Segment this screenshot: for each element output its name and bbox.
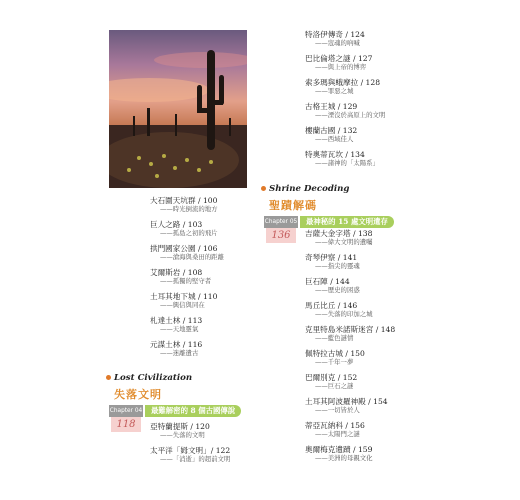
toc-entry[interactable] [305,54,372,71]
toc-entry[interactable] [150,422,210,439]
toc-entry[interactable] [305,102,385,119]
section-heading-en: Shrine Decoding [261,184,349,194]
toc-entry-title: 巴比倫塔之謎 / 127 [305,54,373,63]
toc-entry-title: 拱門國家公園 / 106 [150,244,218,253]
toc-entry-title: 古格王城 / 129 [305,102,358,111]
toc-entry-subtitle: ——寇魂的吶喊 [315,39,360,47]
toc-entry[interactable] [305,421,365,438]
toc-entry-subtitle: ——興信與同在 [160,301,205,309]
section-heading-cn: 聖蹟解碼 [269,199,317,212]
toc-entry[interactable] [150,316,202,333]
toc-entry[interactable] [305,78,380,95]
toc-entry[interactable] [305,229,373,246]
toc-entry[interactable] [150,244,224,261]
toc-entry-subtitle: ——失落的印加之城 [315,310,373,318]
toc-entry-subtitle: ——湮沒於高原上的文明 [315,111,386,119]
toc-entry-subtitle: ——滄海與桑田的距離 [160,253,224,261]
desert-saguaro-photo [109,30,247,188]
chapter-page-number: 118 [111,417,141,432]
toc-entry[interactable] [305,325,395,342]
toc-entry-subtitle: ——孤島之初的飛片 [160,229,218,237]
toc-entry-title: 佩特拉古城 / 150 [305,349,365,358]
toc-entry[interactable] [150,196,218,213]
chapter-title: 最神秘的 15 處文明遺存 [300,216,394,228]
toc-entry-subtitle: ——巨石之謎 [315,382,354,390]
toc-entry[interactable] [150,220,218,237]
toc-entry-subtitle: ——太陽門之謎 [315,430,360,438]
toc-entry-subtitle: ——天地靈氣 [160,325,199,333]
bullet-dot-icon [106,375,111,380]
toc-entry-title: 土耳其阿波羅神殿 / 154 [305,397,388,406]
toc-entry-title: 樓蘭古國 / 132 [305,126,358,135]
toc-entry[interactable] [305,30,365,47]
toc-entry-title: 特奧蒂瓦坎 / 134 [305,150,365,159]
toc-entry-title: 巴爾別克 / 152 [305,373,358,382]
toc-entry[interactable] [150,340,202,357]
toc-entry-subtitle: ——失落的文明 [160,431,205,439]
toc-entry-subtitle: ——指尖的靈魂 [315,262,360,270]
section-heading-cn: 失落文明 [114,388,162,401]
toc-entry[interactable] [150,446,230,463]
toc-entry-subtitle: ——歷史的困惑 [315,286,360,294]
toc-entry-title: 札達土林 / 113 [150,316,203,325]
toc-entry-subtitle: ——與上帝的博弈 [315,63,367,71]
toc-entry-title: 土耳其地下城 / 110 [150,292,218,301]
toc-entry-title: 大石圍天坑群 / 100 [150,196,218,205]
toc-entry-title: 奧爾梅克遺蹟 / 159 [305,445,373,454]
toc-entry[interactable] [305,150,379,167]
toc-entry-title: 克里特島米諾斯迷宮 / 148 [305,325,396,334]
toc-entry-title: 馬丘比丘 / 146 [305,301,358,310]
toc-entry[interactable] [305,373,357,390]
toc-entry[interactable] [305,397,388,414]
toc-entry-title: 索多瑪與蛾摩拉 / 128 [305,78,381,87]
toc-entry-subtitle: ——一切皆於人 [315,406,360,414]
toc-entry[interactable] [305,445,373,462]
toc-entry[interactable] [305,277,360,294]
toc-entry-title: 吉薩大金字塔 / 138 [305,229,373,238]
toc-entry-title: 太平洋「姆文明」/ 122 [150,446,231,455]
toc-entry-title: 元謀土林 / 116 [150,340,203,349]
toc-entry[interactable] [305,126,357,143]
chapter-tag: Chapter 04 [109,405,143,417]
toc-entry-subtitle: ——迷離遺古 [160,349,199,357]
toc-entry-title: 艾爾斯岩 / 108 [150,268,203,277]
toc-entry-title: 奇琴伊察 / 141 [305,253,358,262]
toc-entry[interactable] [150,292,217,309]
toc-entry-subtitle: ——千年一夢 [315,358,354,366]
bullet-dot-icon [261,186,266,191]
toc-entry-title: 巨石陣 / 144 [305,277,350,286]
chapter-tag: Chapter 05 [264,216,298,228]
toc-entry-title: 蒂亞瓦納科 / 156 [305,421,365,430]
toc-entry[interactable] [305,253,360,270]
toc-entry-subtitle: ——藍色謎情 [315,334,354,342]
toc-entry-title: 特洛伊傳奇 / 124 [305,30,365,39]
toc-entry[interactable] [150,268,211,285]
toc-entry-title: 亞特蘭提斯 / 120 [150,422,210,431]
toc-entry-subtitle: ——「消逝」的超前文明 [160,455,231,463]
toc-entry-subtitle: ——罪惡之城 [315,87,354,95]
toc-entry-subtitle: ——時光倒流的地方 [160,205,218,213]
toc-entry-subtitle: ——諸神的「太陽系」 [315,159,379,167]
toc-entry-subtitle: ——孤獨的堅守者 [160,277,212,285]
section-heading-en: Lost Civilization [106,373,192,383]
toc-entry[interactable] [305,349,365,366]
chapter-page-number: 136 [266,228,296,243]
toc-entry-subtitle: ——美洲的母親文化 [315,454,373,462]
toc-entry-subtitle: ——西域佳人 [315,135,354,143]
chapter-title: 最難解密的 8 個古國傳說 [145,405,241,417]
toc-entry-title: 巨人之路 / 103 [150,220,203,229]
toc-entry[interactable] [305,301,373,318]
toc-entry-subtitle: ——偉大文明的遺囑 [315,238,373,246]
